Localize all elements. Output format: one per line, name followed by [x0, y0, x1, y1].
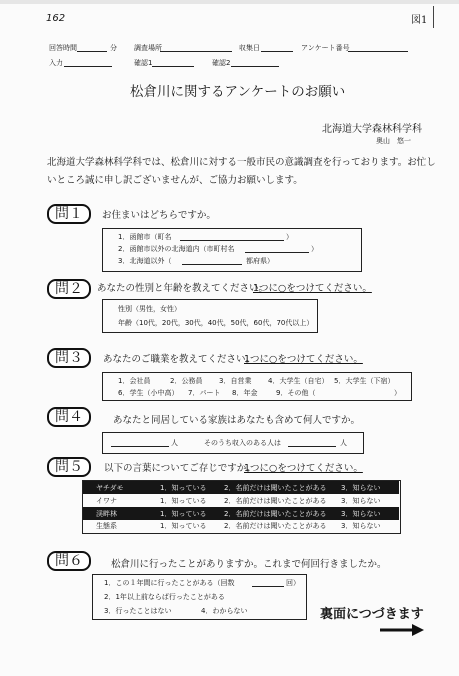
q1-city-field[interactable]	[245, 252, 309, 253]
q5-row-3-opt-3[interactable]: 3．知らない	[341, 510, 381, 518]
q6-count-field[interactable]	[252, 586, 284, 587]
q5-row-1-opt-2[interactable]: 2．名前だけは聞いたことがある	[224, 484, 327, 492]
entry-label: 入力	[49, 59, 63, 67]
q1-option-1[interactable]: 1．函館市（町名	[118, 233, 172, 241]
q4-family-field[interactable]	[111, 446, 169, 447]
q5-question: 以下の言葉についてご存じですか。	[104, 463, 256, 474]
q1-option-3[interactable]: 3．北海道以外（	[118, 257, 172, 265]
right-arrow-icon	[378, 622, 426, 638]
q5-row-3-opt-1[interactable]: 1．知っている	[160, 510, 207, 518]
q3-option-1[interactable]: 1．会社員	[118, 377, 151, 385]
check2-field[interactable]	[231, 66, 279, 67]
q2-age[interactable]: 年齢（10代，20代，30代，40代，50代，60代，70代以上）	[118, 319, 314, 327]
page-number: 162	[46, 13, 66, 24]
figure-label: 図1	[411, 15, 428, 26]
q4-income-label: そのうち収入のある人は	[204, 439, 281, 447]
continue-text: 裏面につづきます	[320, 607, 424, 622]
q5-instruction: 1つに○をつけてください。	[244, 463, 363, 474]
q3-option-7[interactable]: 7．パート	[188, 389, 221, 397]
intro-line-2: いところ誠に申し訳ございませんが、ご協力お願いします。	[47, 175, 303, 186]
q5-row-4-opt-3[interactable]: 3．知らない	[341, 522, 381, 530]
survey-place-field[interactable]	[160, 51, 232, 52]
q4-unit-1: 人	[171, 439, 178, 447]
q2-gender[interactable]: 性別（男性，女性）	[118, 305, 181, 313]
figure-divider	[433, 6, 434, 28]
q4-unit-2: 人	[340, 439, 347, 447]
q1-prefecture-field[interactable]	[182, 264, 242, 265]
q5-row-1-opt-3[interactable]: 3．知らない	[341, 484, 381, 492]
q6-option-4[interactable]: 4．わからない	[201, 607, 248, 615]
organization: 北海道大学森林科学科	[322, 124, 422, 135]
q1-option-3-suffix: 都府県）	[246, 257, 274, 265]
check1-field[interactable]	[152, 66, 194, 67]
survey-no-label: アンケート番号	[301, 44, 350, 52]
q6-option-1-close: 回）	[286, 579, 300, 587]
collect-date-field[interactable]	[261, 51, 293, 52]
q3-instruction: 1つに○をつけてください。	[244, 354, 363, 365]
q5-row-4-term: 生態系	[96, 522, 117, 530]
q5-row-1-opt-1[interactable]: 1．知っている	[160, 484, 207, 492]
q5-row-2-opt-3[interactable]: 3．知らない	[341, 497, 381, 505]
q5-row-2-opt-1[interactable]: 1．知っている	[160, 497, 207, 505]
q6-option-3[interactable]: 3．行ったことはない	[104, 607, 172, 615]
q5-row-2-term: イワナ	[96, 497, 117, 505]
q5-label: 問５	[47, 457, 91, 477]
q6-option-2[interactable]: 2．1年以上前ならば行ったことがある	[104, 593, 225, 601]
q3-label: 問３	[47, 348, 91, 368]
q1-label: 問１	[47, 204, 91, 224]
q1-question: お住まいはどちらですか。	[102, 210, 216, 221]
q5-row-2-opt-2[interactable]: 2．名前だけは聞いたことがある	[224, 497, 327, 505]
check1-label: 確認1	[134, 59, 153, 67]
q4-income-field[interactable]	[288, 446, 336, 447]
q2-instruction: 1つに○をつけてください。	[253, 283, 372, 294]
q1-option-2-close: ）	[311, 245, 318, 253]
page-title: 松倉川に関するアンケートのお願い	[130, 84, 346, 100]
survey-place-label: 調査場所	[134, 44, 162, 52]
q5-row-3-term: 渓畔林	[96, 510, 117, 518]
survey-time-label: 回答時間	[49, 44, 77, 52]
q3-option-2[interactable]: 2．公務員	[170, 377, 203, 385]
q5-row-3-opt-2[interactable]: 2．名前だけは聞いたことがある	[224, 510, 327, 518]
q1-option-1-close: ）	[286, 233, 293, 241]
q3-option-8[interactable]: 8．年金	[232, 389, 258, 397]
q6-question: 松倉川に行ったことがありますか。これまで何回行きましたか。	[111, 559, 387, 570]
q4-question: あなたと同居している家族はあなたも含めて何人ですか。	[113, 415, 361, 426]
q6-label: 問６	[47, 551, 91, 571]
q3-option-4[interactable]: 4．大学生（自宅）	[268, 377, 329, 385]
q2-question: あなたの性別と年齢を教えてください。	[97, 283, 269, 294]
entry-field[interactable]	[64, 66, 112, 67]
q3-option-3[interactable]: 3．自営業	[219, 377, 252, 385]
survey-no-field[interactable]	[348, 51, 408, 52]
q2-label: 問２	[47, 279, 91, 299]
check2-label: 確認2	[212, 59, 231, 67]
intro-line-1: 北海道大学森林科学科では、松倉川に対する一般市民の意識調査を行っております。お忙し	[47, 157, 436, 168]
survey-time-unit: 分	[110, 44, 117, 52]
q3-option-5[interactable]: 5．大学生（下宿）	[334, 377, 395, 385]
survey-time-field[interactable]	[77, 51, 107, 52]
q4-label: 問４	[47, 407, 91, 427]
q5-row-4-opt-1[interactable]: 1．知っている	[160, 522, 207, 530]
q1-option-2[interactable]: 2．函館市以外の北海道内（市町村名	[118, 245, 235, 253]
q6-option-1[interactable]: 1．この１年間に行ったことがある（回数	[104, 579, 235, 587]
collect-date-label: 収集日	[239, 44, 260, 52]
q3-option-9[interactable]: 9．その他（	[276, 389, 316, 397]
q3-option-6[interactable]: 6．学生（小中高）	[118, 389, 179, 397]
top-edge	[0, 0, 459, 4]
q3-question: あなたのご職業を教えてください。	[103, 354, 256, 365]
q5-row-1-term: ヤチダモ	[96, 484, 124, 492]
author: 奥山 悠一	[376, 137, 411, 145]
q5-row-4-opt-2[interactable]: 2．名前だけは聞いたことがある	[224, 522, 327, 530]
q3-option-9-close: ）	[394, 389, 401, 397]
q1-town-field[interactable]	[180, 240, 284, 241]
